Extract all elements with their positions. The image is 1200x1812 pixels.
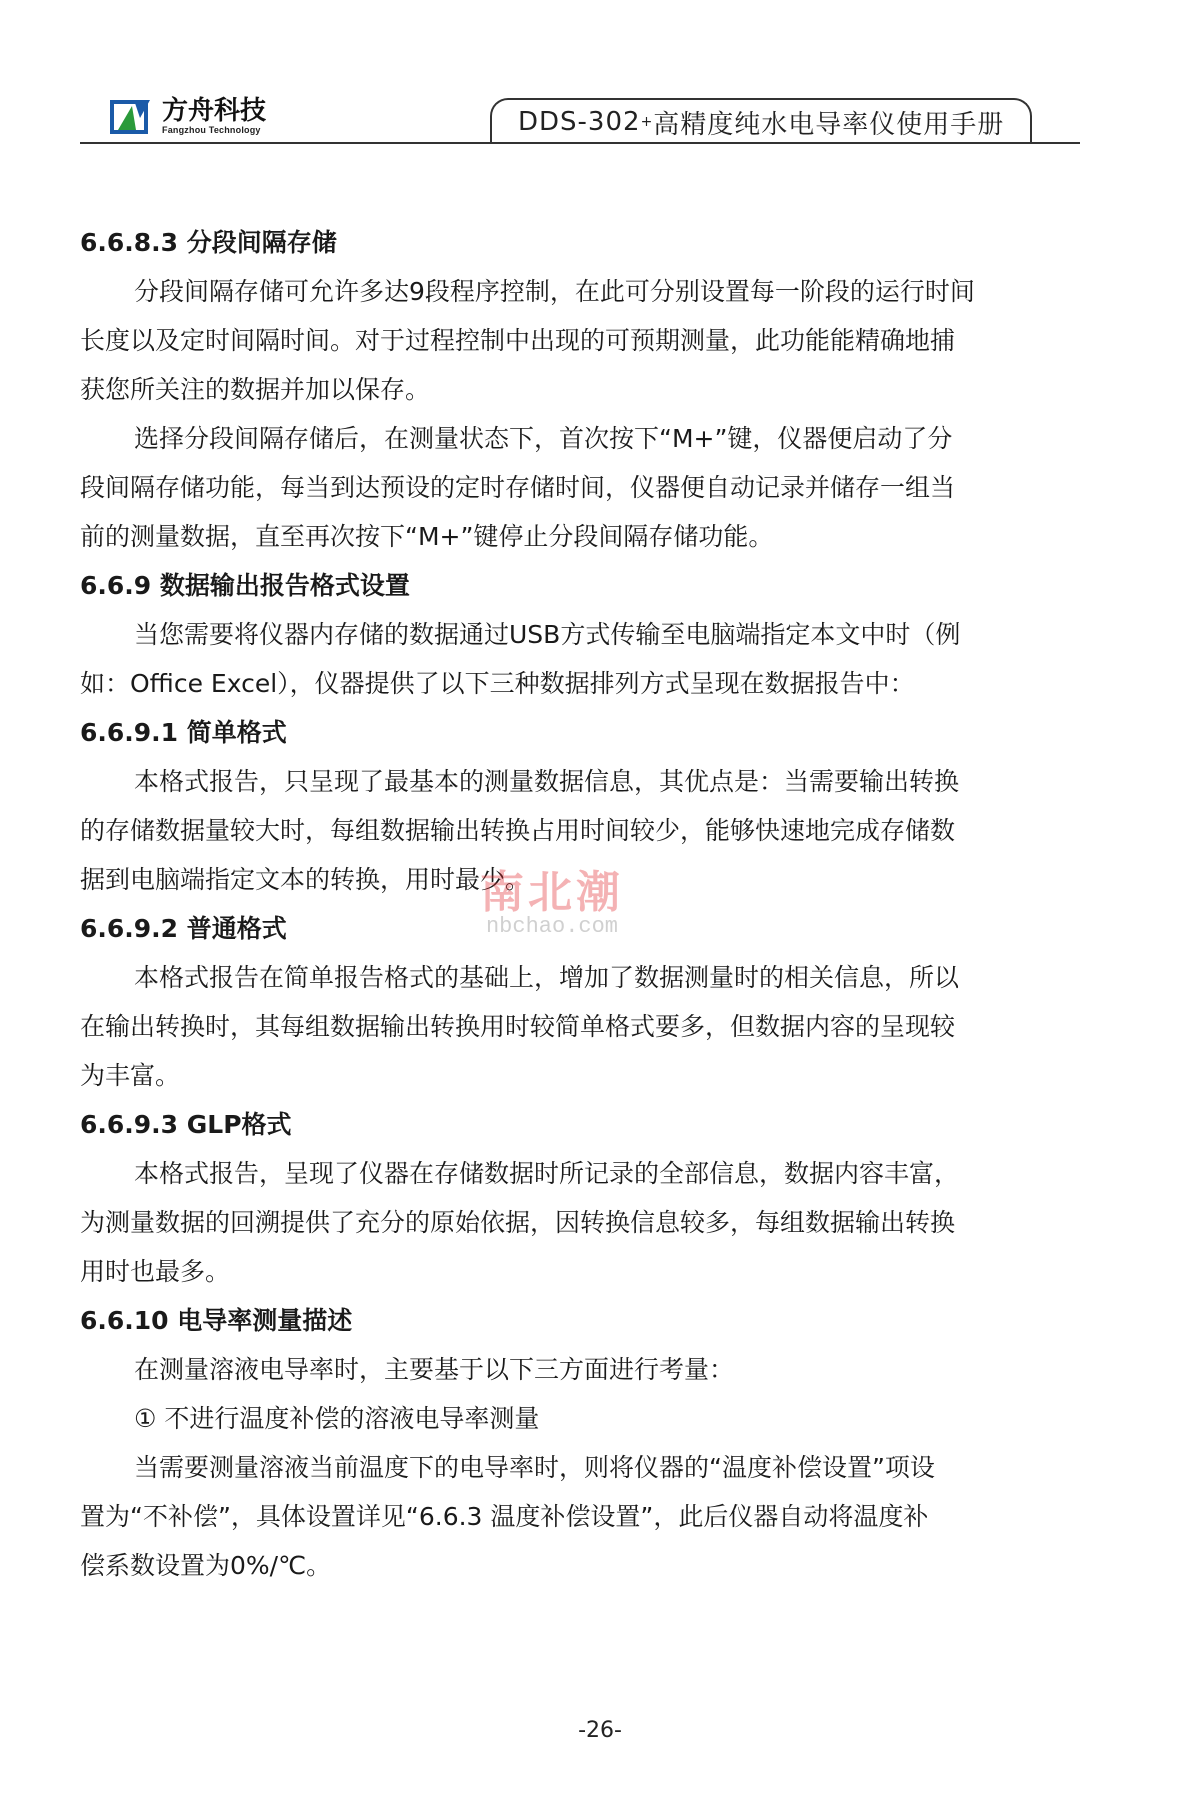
text-line: 长度以及定时间隔时间。对于过程控制中出现的可预期测量，此功能能精确地捕	[80, 326, 956, 355]
section-heading: 6.6.9.1 简单格式	[80, 718, 287, 747]
text-line: 的存储数据量较大时，每组数据输出转换占用时间较少，能够快速地完成存储数	[80, 816, 956, 845]
section-heading: 6.6.9.2 普通格式	[80, 914, 287, 943]
text-line: 在输出转换时，其每组数据输出转换用时较简单格式要多，但数据内容的呈现较	[80, 1012, 956, 1041]
text-line: 本格式报告，呈现了仪器在存储数据时所记录的全部信息，数据内容丰富，	[134, 1159, 960, 1188]
title-rest: 高精度纯水电导率仪使用手册	[653, 109, 1005, 140]
watermark-en: nbchao.com	[485, 914, 619, 939]
paragraph	[80, 414, 1080, 561]
text-line: 用时也最多。	[80, 1257, 231, 1286]
text-line: 获您所关注的数据并加以保存。	[80, 375, 431, 404]
page-number: -26-	[578, 1718, 622, 1743]
text-line: 据到电脑端指定文本的转换，用时最少。	[80, 865, 531, 894]
text-line: 本格式报告在简单报告格式的基础上，增加了数据测量时的相关信息，所以	[134, 963, 960, 992]
text-line: 为丰富。	[80, 1061, 181, 1090]
manual-title	[490, 98, 1032, 144]
logo-icon	[110, 96, 154, 136]
title-model: DDS-302	[518, 107, 641, 137]
text-line: 选择分段间隔存储后，在测量状态下，首次按下“M+”键，仪器便启动了分	[134, 424, 953, 453]
paragraph	[80, 267, 1080, 414]
text-line: ① 不进行温度补偿的溶液电导率测量	[134, 1404, 540, 1433]
section-heading: 6.6.9.3 GLP格式	[80, 1110, 292, 1139]
section-heading: 6.6.9 数据输出报告格式设置	[80, 571, 410, 600]
paragraph	[80, 1394, 1080, 1443]
logo-cn-text: 方舟科技	[162, 96, 267, 126]
header-divider	[80, 142, 1080, 144]
text-line: 段间隔存储功能，每当到达预设的定时存储时间，仪器便自动记录并储存一组当	[80, 473, 956, 502]
title-sup: +	[640, 114, 654, 130]
text-line: 在测量溶液电导率时，主要基于以下三方面进行考量：	[134, 1355, 735, 1384]
watermark	[480, 867, 624, 939]
watermark-cn: 南北潮	[480, 867, 624, 918]
paragraph	[80, 1443, 1080, 1590]
company-logo	[110, 96, 266, 136]
paragraph	[80, 610, 1080, 708]
paragraph	[80, 1345, 1080, 1394]
text-line: 前的测量数据，直至再次按下“M+”键停止分段间隔存储功能。	[80, 522, 774, 551]
text-line: 偿系数设置为0%/℃。	[80, 1551, 332, 1580]
paragraph	[80, 953, 1080, 1100]
text-line: 为测量数据的回溯提供了充分的原始依据，因转换信息较多，每组数据输出转换	[80, 1208, 956, 1237]
text-line: 本格式报告，只呈现了最基本的测量数据信息，其优点是：当需要输出转换	[134, 767, 960, 796]
paragraph	[80, 1149, 1080, 1296]
logo-en-text: Fangzhou Technology	[162, 125, 261, 135]
section-heading: 6.6.10 电导率测量描述	[80, 1306, 353, 1335]
text-line: 当您需要将仪器内存储的数据通过USB方式传输至电脑端指定本文中时（例	[134, 620, 961, 649]
text-line: 置为“不补偿”，具体设置详见“6.6.3 温度补偿设置”，此后仪器自动将温度补	[80, 1502, 929, 1531]
section-heading: 6.6.8.3 分段间隔存储	[80, 228, 337, 257]
page-header	[80, 86, 1080, 156]
text-line: 如：Office Excel），仪器提供了以下三种数据排列方式呈现在数据报告中：	[80, 669, 915, 698]
text-line: 分段间隔存储可允许多达9段程序控制，在此可分别设置每一阶段的运行时间	[134, 277, 975, 306]
text-line: 当需要测量溶液当前温度下的电导率时，则将仪器的“温度补偿设置”项设	[134, 1453, 935, 1482]
